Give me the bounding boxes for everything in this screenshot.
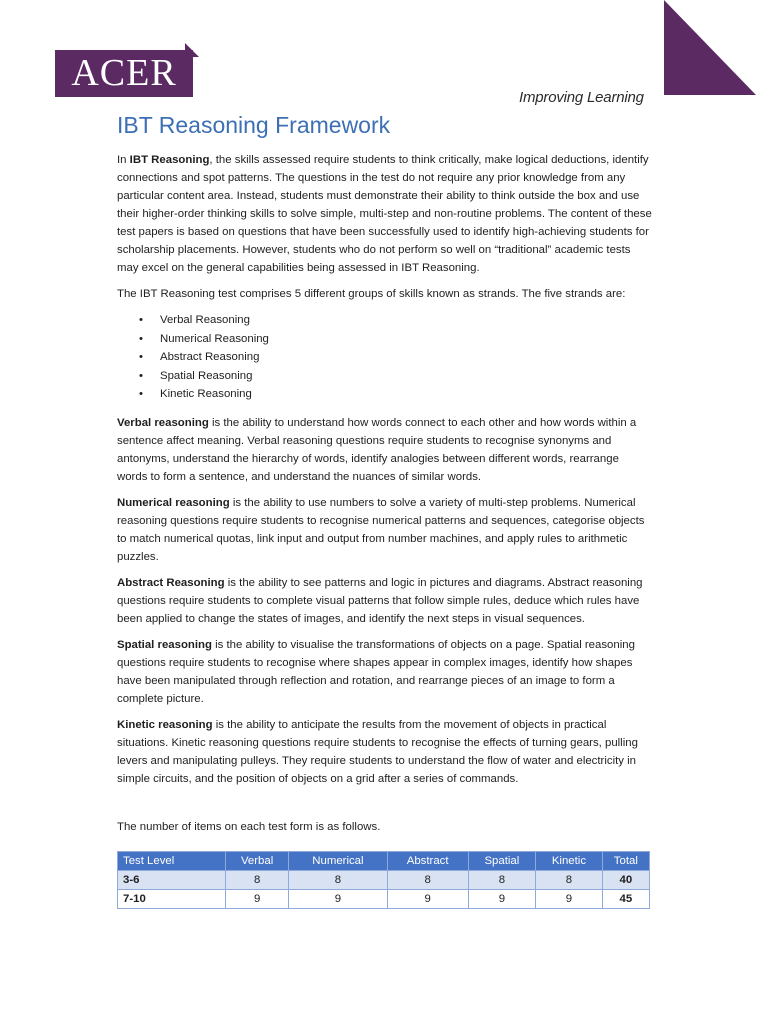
list-item [117,348,652,367]
strand-label: Spatial Reasoning [160,369,253,382]
table-cell: 8 [289,870,388,889]
section-term: Verbal reasoning [117,416,209,429]
strand-label: Numerical Reasoning [160,332,269,345]
table-header-cell: Kinetic [536,851,602,870]
table-cell: 8 [226,870,289,889]
list-item [117,330,652,349]
list-item [117,311,652,330]
bullet-icon: • [139,369,143,382]
table-cell: 9 [387,889,468,908]
table-header-cell: Abstract [387,851,468,870]
intro-rest: , the skills assessed require students to think critically, make logical deductions, identify connections and spot patterns. The questions in the test do not require any prior knowledge from any particular content area. Instead, students must demonstrate their ability to think outside the box and use their higher-order thinking skills to solve simple, multi-step and non-routine problems. The content of these test papers is based on questions that have been successfully used to identify high-achieving students for scholarship placements. However, students who do not perform so well on “traditional” academic tests may excel on the general capabilities being assessed in IBT Reasoning. [117,154,652,274]
bullet-icon: • [139,332,143,345]
kinetic-paragraph [117,716,652,788]
table-cell: 9 [468,889,536,908]
corner-triangle [664,0,756,95]
section-text: is the ability to understand how words connect to each other and how words within a sentence affect meaning. Verbal reasoning questions require students to recognise synonyms and antonyms, understand the hierarchy of words, identify analogies between different words, rearrange words to form a sentence, and understand the nuances of similar words. [117,416,637,483]
table-row [118,870,650,889]
numerical-paragraph [117,494,652,566]
list-item [117,385,652,404]
document-body [117,151,652,909]
table-cell: 9 [536,889,602,908]
corner-triangle-shape [664,0,756,95]
strand-label: Kinetic Reasoning [160,388,252,400]
strand-label: Verbal Reasoning [160,314,250,326]
table-header-cell: Spatial [468,851,536,870]
table-cell: 9 [289,889,388,908]
table-cell: 9 [226,889,289,908]
table-header-cell: Verbal [226,851,289,870]
items-table [117,851,650,909]
section-term: Spatial reasoning [117,638,212,651]
section-text: is the ability to visualise the transformations of objects on a page. Spatial reasoning questions require students to recognise where shapes appear in complex images, identify how shapes have been manipulated through reflection and rotation, and rearrange pieces of an image to form a complete picture. [117,638,635,705]
section-term: Abstract Reasoning [117,576,225,589]
strands-list [117,311,652,404]
table-row [118,889,650,908]
list-item [117,367,652,386]
table-cell: 45 [602,889,649,908]
bullet-icon: • [139,351,143,363]
section-term: Numerical reasoning [117,496,230,509]
table-cell: 7-10 [118,889,226,908]
intro-pre: In [117,154,130,166]
verbal-paragraph [117,414,652,486]
strands-intro: The IBT Reasoning test comprises 5 different groups of skills known as strands. The five strands are: [117,288,626,300]
table-intro: The number of items on each test form is as follows. [117,820,381,833]
tagline: Improving Learning [519,89,644,106]
section-term: Kinetic reasoning [117,718,213,731]
table-cell: 8 [387,870,468,889]
bullet-icon: • [139,388,143,400]
section-text: is the ability to use numbers to solve a variety of multi-step problems. Numerical reasoning questions require students to recognise numerical patterns and sequences, categorise objects to match numerical quotas, link input and output from number machines, and apply rules to arithmetic puzzles. [117,496,645,563]
abstract-paragraph [117,574,652,628]
table-header-cell: Numerical [289,851,388,870]
strand-label: Abstract Reasoning [160,351,260,363]
acer-logo [55,43,199,97]
intro-bold: IBT Reasoning [129,154,210,166]
table-header-cell: Test Level [118,851,226,870]
table-header-cell: Total [602,851,649,870]
table-cell: 8 [468,870,536,889]
page-title: IBT Reasoning Framework [117,112,391,138]
table-header-row [118,851,650,870]
logo-text: ACER [71,52,177,94]
bullet-icon: • [139,314,143,326]
table-cell: 8 [536,870,602,889]
section-text: is the ability to anticipate the results from the movement of objects in practical situations. Kinetic reasoning questions require students to recognise the effects of turning gears, pulling levers and manipulating pulleys. They require students to understand the flow of water and electricity in simple circuits, and the position of objects on a grid after a series of commands. [117,718,638,785]
table-cell: 40 [602,870,649,889]
table-cell: 3-6 [118,870,226,889]
intro-paragraph [117,151,652,277]
spatial-paragraph [117,636,652,708]
section-text: is the ability to see patterns and logic in pictures and diagrams. Abstract reasoning questions require students to complete visual patterns that follow simple rules, deduce which rules have been applied to change the states of images, and identify the next steps in visual sequences. [117,576,643,625]
